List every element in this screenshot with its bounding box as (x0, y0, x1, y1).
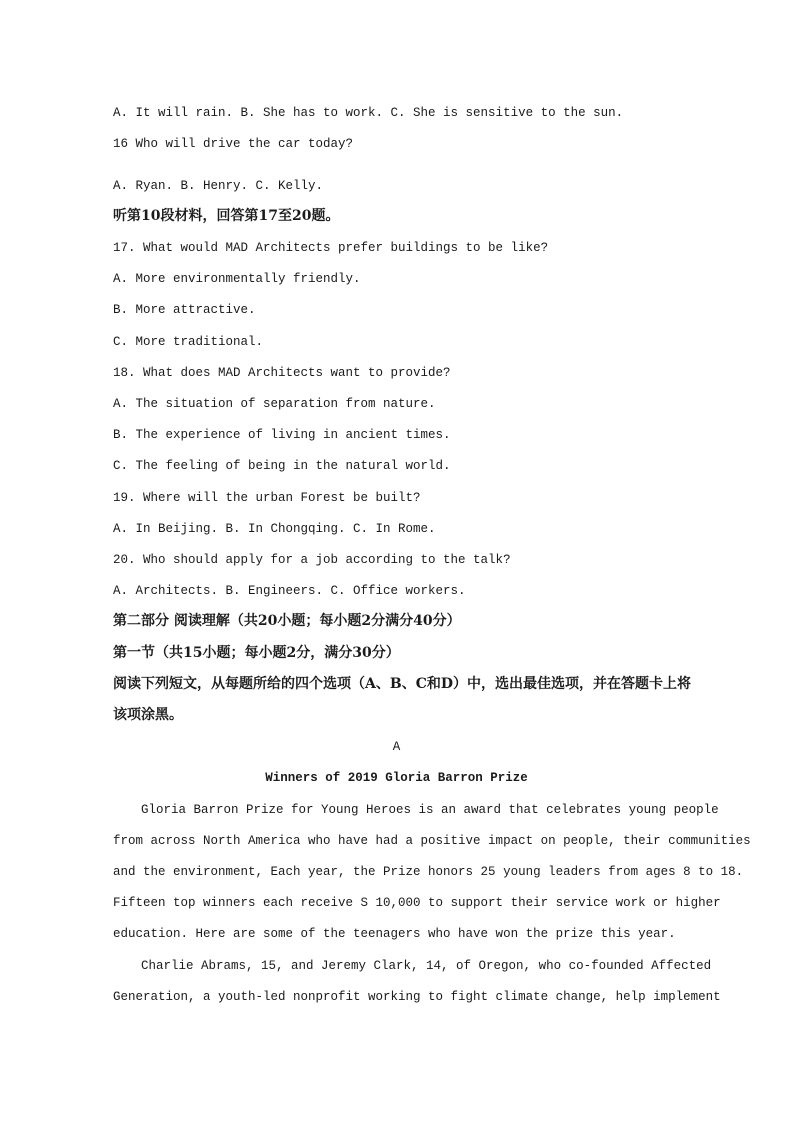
q17-question: 17. What would MAD Architects prefer buildings to be like? (113, 241, 549, 255)
q18-question: 18. What does MAD Architects want to provide? (113, 366, 451, 380)
reading-instruction-line1: 阅读下列短文，从每题所给的四个选项（A、B、C和D）中，选出最佳选项，并在答题卡上将 (113, 676, 691, 692)
reading-section-title: 第一节（共15小题；每小题2分，满分30分） (113, 645, 400, 661)
q20-question: 20. Who should apply for a job according to the talk? (113, 553, 511, 567)
para1-line1: Gloria Barron Prize for Young Heroes is an award that celebrates young people (141, 803, 719, 817)
q18-option-b: B. The experience of living in ancient times. (113, 428, 451, 442)
q16-options: A. Ryan. B. Henry. C. Kelly. (113, 179, 324, 193)
passage-title: Winners of 2019 Gloria Barron Prize (265, 771, 528, 785)
para1-line5: education. Here are some of the teenagers who have won the prize this year. (113, 927, 676, 941)
q17-option-b: B. More attractive. (113, 303, 256, 317)
passage-label: A (392, 740, 401, 754)
q18-option-a: A. The situation of separation from nature. (113, 397, 436, 411)
q19-question: 19. Where will the urban Forest be built? (113, 491, 421, 505)
reading-instruction-line2: 该项涂黑。 (113, 707, 183, 723)
q19-options: A. In Beijing. B. In Chongqing. C. In Rome. (113, 522, 436, 536)
q16-question: 16 Who will drive the car today? (113, 137, 354, 151)
q18-option-c: C. The feeling of being in the natural world. (113, 459, 451, 473)
reading-part-title: 第二部分 阅读理解（共20小题；每小题2分满分40分） (113, 613, 461, 629)
section10-instruction: 听第10段材料，回答第17至20题。 (113, 208, 340, 224)
q15-options: A. It will rain. B. She has to work. C. She is sensitive to the sun. (113, 106, 624, 120)
para1-line2: from across North America who have had a positive impact on people, their communities (113, 834, 751, 848)
para2-line1: Charlie Abrams, 15, and Jeremy Clark, 14, of Oregon, who co-founded Affected (141, 959, 712, 973)
q17-option-a: A. More environmentally friendly. (113, 272, 361, 286)
q17-option-c: C. More traditional. (113, 335, 264, 349)
q20-options: A. Architects. B. Engineers. C. Office workers. (113, 584, 466, 598)
para1-line4: Fifteen top winners each receive S 10,000 to support their service work or higher (113, 896, 721, 910)
para2-line2: Generation, a youth-led nonprofit working to fight climate change, help implement (113, 990, 721, 1004)
para1-line3: and the environment, Each year, the Prize honors 25 young leaders from ages 8 to 18. (113, 865, 744, 879)
